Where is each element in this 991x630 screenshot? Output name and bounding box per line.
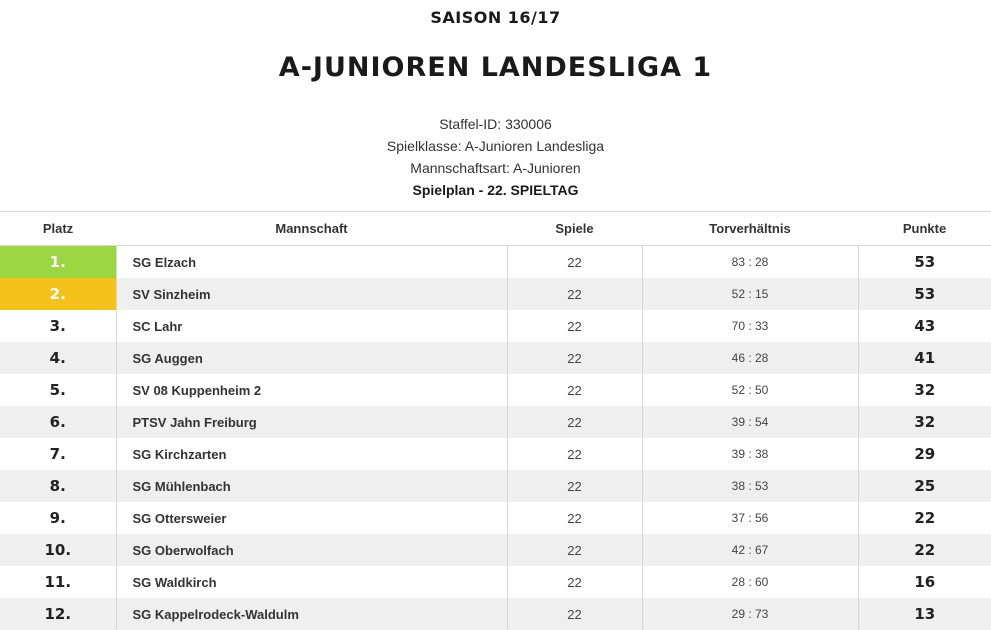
goals-cell: 37 : 56 xyxy=(642,502,858,534)
points-cell: 13 xyxy=(858,598,991,630)
games-cell: 22 xyxy=(507,342,642,374)
rank-cell: 5. xyxy=(0,374,116,406)
rank-cell: 3. xyxy=(0,310,116,342)
team-name-link[interactable]: SV Sinzheim xyxy=(116,278,507,310)
rank-cell: 2. xyxy=(0,278,116,310)
games-cell: 22 xyxy=(507,310,642,342)
points-cell: 22 xyxy=(858,534,991,566)
rank-cell: 10. xyxy=(0,534,116,566)
table-row xyxy=(0,502,991,534)
goals-cell: 28 : 60 xyxy=(642,566,858,598)
team-name-link[interactable]: SG Mühlenbach xyxy=(116,470,507,502)
team-name-link[interactable]: SG Ottersweier xyxy=(116,502,507,534)
standings-table xyxy=(0,211,991,630)
points-cell: 32 xyxy=(858,374,991,406)
team-name-link[interactable]: SG Oberwolfach xyxy=(116,534,507,566)
goals-cell: 52 : 50 xyxy=(642,374,858,406)
goals-cell: 29 : 73 xyxy=(642,598,858,630)
staffel-id: Staffel-ID: 330006 xyxy=(0,116,991,132)
rank-cell: 7. xyxy=(0,438,116,470)
games-cell: 22 xyxy=(507,470,642,502)
table-header-row xyxy=(0,212,991,246)
team-name-link[interactable]: SG Elzach xyxy=(116,246,507,279)
games-cell: 22 xyxy=(507,598,642,630)
season-title: SAISON 16/17 xyxy=(0,8,991,27)
table-row xyxy=(0,470,991,502)
table-row xyxy=(0,278,991,310)
team-name-link[interactable]: SG Waldkirch xyxy=(116,566,507,598)
points-cell: 32 xyxy=(858,406,991,438)
games-cell: 22 xyxy=(507,534,642,566)
points-cell: 53 xyxy=(858,278,991,310)
team-name-link[interactable]: SG Kirchzarten xyxy=(116,438,507,470)
points-cell: 16 xyxy=(858,566,991,598)
goals-cell: 38 : 53 xyxy=(642,470,858,502)
rank-cell: 4. xyxy=(0,342,116,374)
games-cell: 22 xyxy=(507,566,642,598)
rank-cell: 8. xyxy=(0,470,116,502)
games-cell: 22 xyxy=(507,246,642,279)
team-name-link[interactable]: PTSV Jahn Freiburg xyxy=(116,406,507,438)
goals-cell: 70 : 33 xyxy=(642,310,858,342)
games-cell: 22 xyxy=(507,278,642,310)
goals-cell: 39 : 38 xyxy=(642,438,858,470)
column-punkte: Punkte xyxy=(858,212,991,246)
goals-cell: 42 : 67 xyxy=(642,534,858,566)
rank-cell: 6. xyxy=(0,406,116,438)
games-cell: 22 xyxy=(507,406,642,438)
goals-cell: 83 : 28 xyxy=(642,246,858,279)
table-row xyxy=(0,566,991,598)
spielklasse: Spielklasse: A-Junioren Landesliga xyxy=(0,138,991,154)
points-cell: 41 xyxy=(858,342,991,374)
goals-cell: 52 : 15 xyxy=(642,278,858,310)
team-name-link[interactable]: SG Kappelrodeck-Waldulm xyxy=(116,598,507,630)
team-name-link[interactable]: SC Lahr xyxy=(116,310,507,342)
games-cell: 22 xyxy=(507,438,642,470)
team-name-link[interactable]: SG Auggen xyxy=(116,342,507,374)
mannschaftsart: Mannschaftsart: A-Junioren xyxy=(0,160,991,176)
goals-cell: 39 : 54 xyxy=(642,406,858,438)
table-row xyxy=(0,374,991,406)
table-row xyxy=(0,406,991,438)
rank-cell: 11. xyxy=(0,566,116,598)
rank-cell: 9. xyxy=(0,502,116,534)
table-row xyxy=(0,598,991,630)
points-cell: 25 xyxy=(858,470,991,502)
column-torverhaeltnis: Torverhältnis xyxy=(642,212,858,246)
rank-cell: 1. xyxy=(0,246,116,279)
column-spiele: Spiele xyxy=(507,212,642,246)
spielplan-matchday: Spielplan - 22. SPIELTAG xyxy=(0,182,991,198)
games-cell: 22 xyxy=(507,374,642,406)
table-row xyxy=(0,246,991,279)
points-cell: 29 xyxy=(858,438,991,470)
column-platz: Platz xyxy=(0,212,116,246)
goals-cell: 46 : 28 xyxy=(642,342,858,374)
column-mannschaft: Mannschaft xyxy=(116,212,507,246)
table-row xyxy=(0,310,991,342)
standings-body xyxy=(0,246,991,630)
points-cell: 53 xyxy=(858,246,991,279)
points-cell: 22 xyxy=(858,502,991,534)
table-row xyxy=(0,342,991,374)
games-cell: 22 xyxy=(507,502,642,534)
team-name-link[interactable]: SV 08 Kuppenheim 2 xyxy=(116,374,507,406)
rank-cell: 12. xyxy=(0,598,116,630)
points-cell: 43 xyxy=(858,310,991,342)
table-row xyxy=(0,534,991,566)
table-row xyxy=(0,438,991,470)
league-title: A-JUNIOREN LANDESLIGA 1 xyxy=(0,52,991,83)
